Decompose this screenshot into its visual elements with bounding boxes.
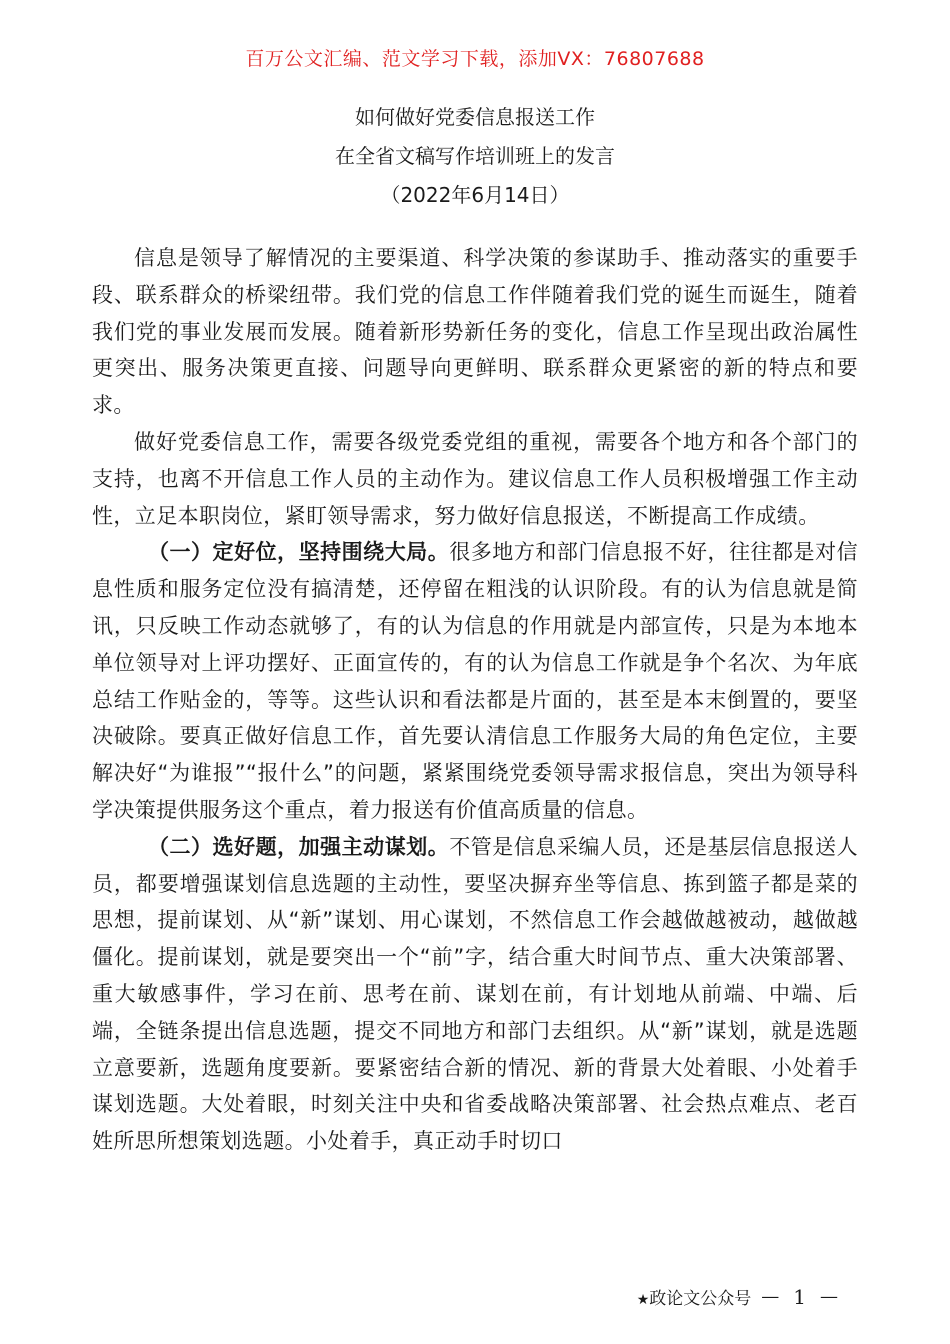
section-heading: （一）定好位，坚持围绕大局。 — [148, 540, 450, 565]
paragraph-section-2 — [92, 829, 858, 1160]
page-number-dash-left: — — [761, 1286, 780, 1307]
promo-banner: 百万公文汇编、范文学习下载，添加VX：76807688 — [245, 48, 705, 70]
title-block — [0, 98, 950, 215]
document-body — [92, 240, 858, 1160]
document-date: （2022年6月14日） — [380, 183, 570, 207]
paragraph-text: 信息是领导了解情况的主要渠道、科学决策的参谋助手、推动落实的重要手段、联系群众的桥梁纽带。我们党的信息工作伴随着我们党的诞生而诞生，随着我们党的事业发展而发展。随着新形势新任务的变化，信息工作呈现出政治属性更突出、服务决策更直接、问题导向更鲜明、联系群众更紧密的新的特点和要求。 — [92, 246, 858, 418]
page-footer — [637, 1284, 838, 1309]
document-title: 如何做好党委信息报送工作 — [355, 105, 595, 129]
footer-source: 政论文公众号 — [649, 1289, 752, 1309]
page-number: 1 — [793, 1284, 806, 1309]
document-subtitle: 在全省文稿写作培训班上的发言 — [335, 144, 615, 168]
paragraph-section-1 — [92, 534, 858, 828]
paragraph-text: 做好党委信息工作，需要各级党委党组的重视，需要各个地方和各个部门的支持，也离不开信息工作人员的主动作为。建议信息工作人员积极增强工作主动性，立足本职岗位，紧盯领导需求，努力做好信息报送，不断提高工作成绩。 — [92, 429, 858, 528]
paragraph-text: 不管是信息采编人员，还是基层信息报送人员，都要增强谋划信息选题的主动性，要坚决摒弃坐等信息、拣到篮子都是菜的思想，提前谋划、从“新”谋划、用心谋划，不然信息工作会越做越被动，越做越僵化。提前谋划，就是要突出一个“前”字，结合重大时间节点、重大决策部署、重大敏感事件，学习在前、思考在前、谋划在前，有计划地从前端、中端、后端，全链条提出信息选题，提交不同地方和部门去组织。从“新”谋划，就是选题立意要新，选题角度要新。要紧密结合新的情况、新的背景大处着眼、小处着手谋划选题。大处着眼，时刻关注中央和省委战略决策部署、社会热点难点、老百姓所思所想策划选题。小处着手，真正动手时切口 — [92, 834, 858, 1154]
star-icon: ★ — [636, 1292, 650, 1308]
page-number-dash-right: — — [820, 1286, 838, 1307]
paragraph-text: 很多地方和部门信息报不好，往往都是对信息性质和服务定位没有搞清楚，还停留在粗浅的认识阶段。有的认为信息就是简讯，只反映工作动态就够了，有的认为信息的作用就是内部宣传，只是为本地本单位领导对上评功摆好、正面宣传的，有的认为信息工作就是争个名次、为年底总结工作贴金的，等等。这些认识和看法都是片面的，甚至是本末倒置的，要坚决破除。要真正做好信息工作，首先要认清信息工作服务大局的角色定位，主要解决好“为谁报”“报什么”的问题，紧紧围绕党委领导需求报信息，突出为领导科学决策提供服务这个重点，着力报送有价值高质量的信息。 — [92, 540, 858, 822]
paragraph-intro — [92, 240, 858, 424]
section-heading: （二）选好题，加强主动谋划。 — [148, 834, 450, 859]
paragraph-suggestion — [92, 424, 858, 534]
